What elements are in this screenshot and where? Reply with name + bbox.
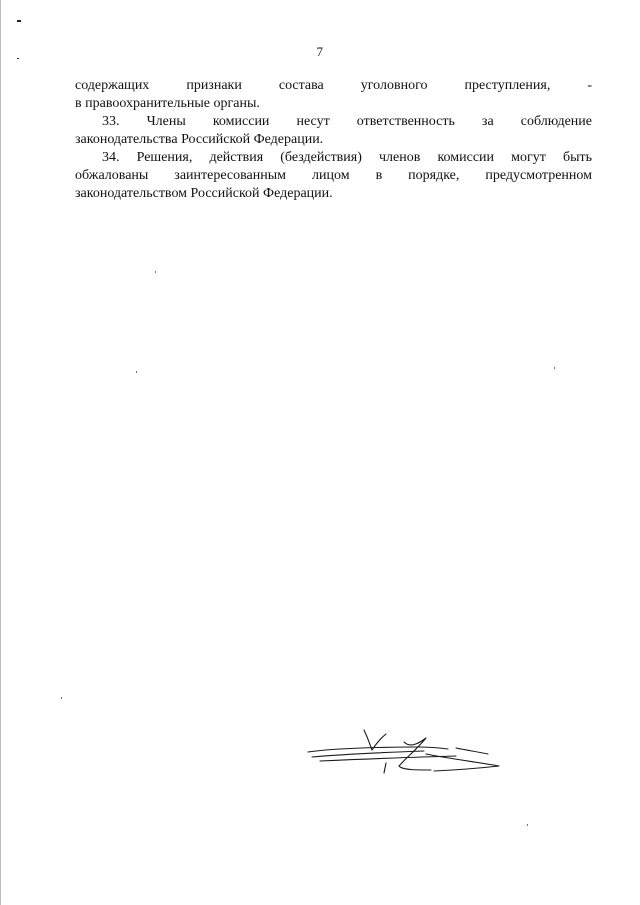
paragraph-33 xyxy=(75,113,592,149)
signature-icon xyxy=(306,728,502,778)
scan-artifact xyxy=(17,20,21,22)
body-text xyxy=(75,77,592,203)
scan-speck xyxy=(554,367,555,369)
text-line: законодательства Российской Федерации. xyxy=(75,132,324,147)
text-line: в правоохранительные органы. xyxy=(75,96,260,111)
text-line: законодательством Российской Федерации. xyxy=(75,186,333,201)
scan-speck xyxy=(136,371,137,373)
text-line: обжалованы заинтересованным лицом в порядке, предусмотренном xyxy=(75,168,592,183)
scan-speck xyxy=(527,824,528,826)
paragraph-continuation xyxy=(75,77,592,113)
scan-edge-line xyxy=(0,0,1,905)
paragraph-34 xyxy=(75,149,592,203)
scan-speck xyxy=(155,271,156,273)
scan-speck xyxy=(61,697,62,699)
page-number: 7 xyxy=(316,44,324,59)
text-line: содержащих признаки состава уголовного преступления, - xyxy=(75,78,592,93)
text-line: 33. Члены комиссии несут ответственность за соблюдение xyxy=(102,114,592,129)
text-line: 34. Решения, действия (бездействия) членов комиссии могут быть xyxy=(102,150,592,165)
